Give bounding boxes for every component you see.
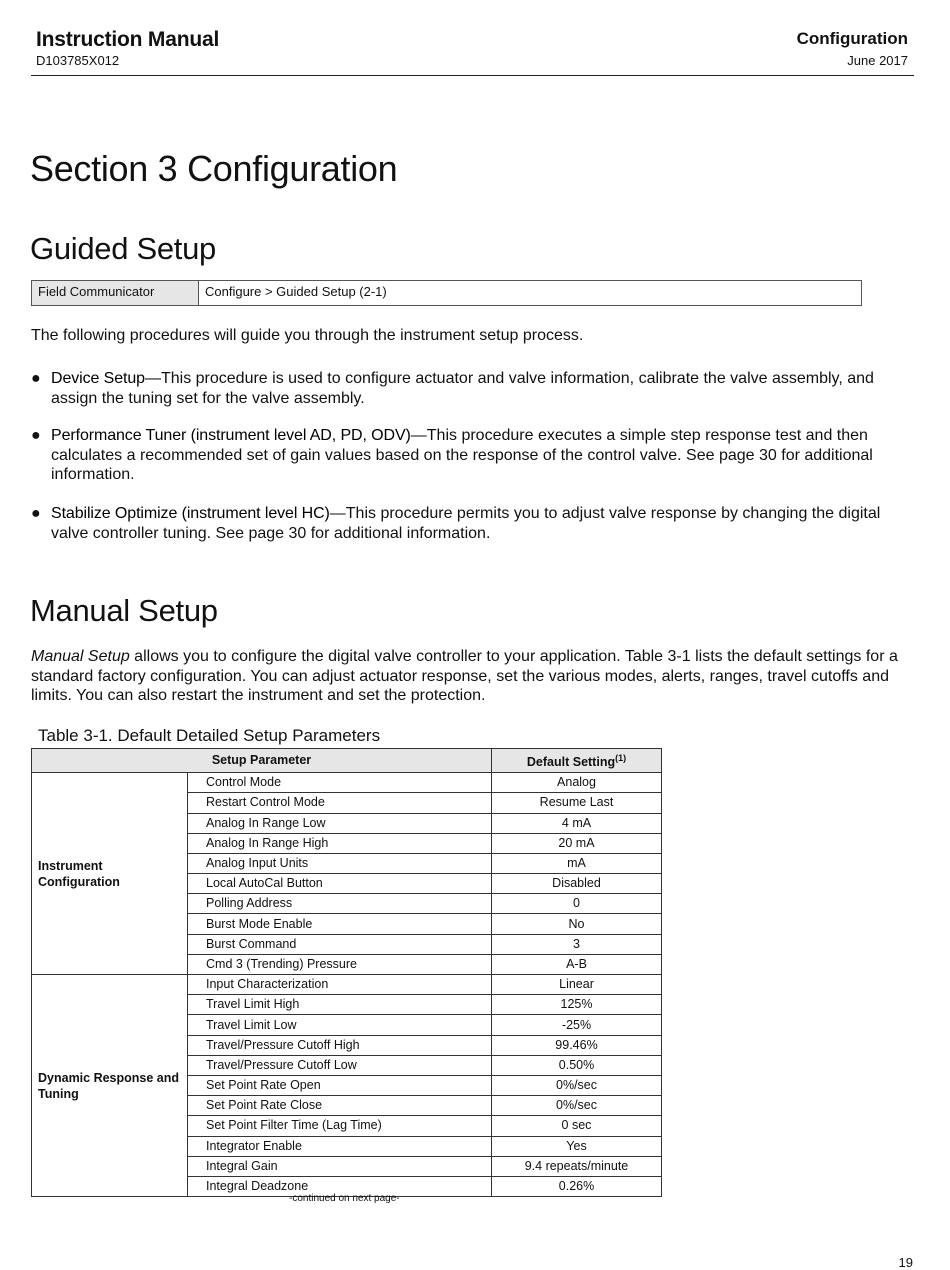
- field-communicator-path: Configure > Guided Setup (2-1): [205, 284, 387, 299]
- table-body: [32, 773, 662, 1197]
- parameter-name: Analog Input Units: [188, 853, 492, 873]
- bullet-dot-icon: ●: [31, 427, 41, 444]
- parameter-name: Polling Address: [188, 894, 492, 914]
- manual-setup-body: allows you to configure the digital valve controller to your application. Table 3-1 lists the default settings for a standard factory configuration. You can adjust actuator response, set the various modes, alerts, ranges, travel cutoffs and limits. You can also restart the instrument and set the protection.: [31, 648, 898, 704]
- footnote-marker: (1): [615, 753, 627, 763]
- bullet-term: Stabilize Optimize (instrument level HC): [51, 505, 330, 522]
- default-value: 0.26%: [492, 1176, 662, 1196]
- default-value: 0%/sec: [492, 1075, 662, 1095]
- default-value: 0%/sec: [492, 1096, 662, 1116]
- parameter-name: Travel Limit High: [188, 995, 492, 1015]
- default-value: A-B: [492, 954, 662, 974]
- bullet-device-setup: [31, 369, 916, 408]
- parameter-name: Analog In Range High: [188, 833, 492, 853]
- default-value: mA: [492, 853, 662, 873]
- bullet-text: —This procedure executes a simple step response test and then calculates a recommended set of gain values based on the response of the control valve. See page 30 for additional information.: [51, 427, 873, 483]
- bullet-text: —This procedure is used to configure actuator and valve information, calibrate the valve assembly, and assign the tuning set for the valve assembly.: [51, 370, 874, 407]
- bullet-dot-icon: ●: [31, 505, 41, 522]
- default-setup-table: [31, 748, 662, 1197]
- parameter-name: Travel Limit Low: [188, 1015, 492, 1035]
- section-title: Section 3 Configuration: [30, 148, 398, 189]
- column-header-setup-parameter: Setup Parameter: [32, 749, 492, 773]
- table-header-row: [32, 749, 662, 773]
- guided-setup-heading: Guided Setup: [30, 231, 216, 266]
- default-value: Analog: [492, 773, 662, 793]
- parameter-name: Local AutoCal Button: [188, 874, 492, 894]
- default-value: 20 mA: [492, 833, 662, 853]
- parameter-name: Travel/Pressure Cutoff Low: [188, 1055, 492, 1075]
- table-caption: Table 3-1. Default Detailed Setup Parameters: [38, 726, 381, 745]
- default-value: 99.46%: [492, 1035, 662, 1055]
- group-label: Instrument Configuration: [32, 773, 188, 975]
- parameter-name: Integrator Enable: [188, 1136, 492, 1156]
- default-value: 0: [492, 894, 662, 914]
- header-section: Configuration: [796, 29, 908, 48]
- header-right: [797, 28, 908, 69]
- column-header-default-setting: [492, 749, 662, 773]
- field-communicator-label: Field Communicator: [32, 281, 199, 305]
- default-value: 0.50%: [492, 1055, 662, 1075]
- default-value: Disabled: [492, 874, 662, 894]
- parameter-name: Integral Deadzone: [188, 1176, 492, 1196]
- default-value: -25%: [492, 1015, 662, 1035]
- bullet-stabilize-optimize: [31, 504, 916, 543]
- parameter-name: Set Point Rate Open: [188, 1075, 492, 1095]
- header-left: [36, 28, 219, 69]
- table-row: [32, 773, 662, 793]
- field-communicator-table: [31, 280, 862, 306]
- default-value: Resume Last: [492, 793, 662, 813]
- default-value: 3: [492, 934, 662, 954]
- table-row: [32, 975, 662, 995]
- parameter-name: Input Characterization: [188, 975, 492, 995]
- parameter-name: Analog In Range Low: [188, 813, 492, 833]
- default-value: 9.4 repeats/minute: [492, 1156, 662, 1176]
- parameter-name: Integral Gain: [188, 1156, 492, 1176]
- manual-title: Instruction Manual: [36, 28, 220, 51]
- default-value: 0 sec: [492, 1116, 662, 1136]
- default-setting-label: Default Setting: [526, 755, 616, 770]
- default-value: No: [492, 914, 662, 934]
- bullet-dot-icon: ●: [31, 370, 41, 387]
- parameter-name: Travel/Pressure Cutoff High: [188, 1035, 492, 1055]
- parameter-name: Restart Control Mode: [188, 793, 492, 813]
- manual-setup-italic-lead: Manual Setup: [31, 648, 130, 665]
- parameter-name: Control Mode: [188, 773, 492, 793]
- parameter-name: Burst Command: [188, 934, 492, 954]
- group-label: Dynamic Response and Tuning: [32, 975, 188, 1197]
- default-value: 125%: [492, 995, 662, 1015]
- document-number: D103785X012: [36, 53, 120, 68]
- parameter-name: Burst Mode Enable: [188, 914, 492, 934]
- manual-setup-text: [31, 647, 916, 706]
- parameter-name: Set Point Rate Close: [188, 1096, 492, 1116]
- bullet-term: Device Setup: [51, 370, 145, 387]
- bullet-performance-tuner: [31, 426, 916, 485]
- manual-setup-heading: Manual Setup: [30, 593, 218, 628]
- default-value: Linear: [492, 975, 662, 995]
- default-value: 4 mA: [492, 813, 662, 833]
- guided-setup-intro: The following procedures will guide you through the instrument setup process.: [31, 327, 584, 344]
- parameter-name: Set Point Filter Time (Lag Time): [188, 1116, 492, 1136]
- parameter-name: Cmd 3 (Trending) Pressure: [188, 954, 492, 974]
- bullet-term: Performance Tuner (instrument level AD, PD, ODV): [51, 427, 411, 444]
- header-date: June 2017: [847, 53, 908, 68]
- default-value: Yes: [492, 1136, 662, 1156]
- page-number: 19: [898, 1255, 913, 1270]
- header-divider: [31, 75, 914, 76]
- continued-note: -continued on next page-: [289, 1193, 400, 1204]
- bullet-text: —This procedure permits you to adjust valve response by changing the digital valve controller tuning. See page 30 for additional information.: [51, 505, 881, 542]
